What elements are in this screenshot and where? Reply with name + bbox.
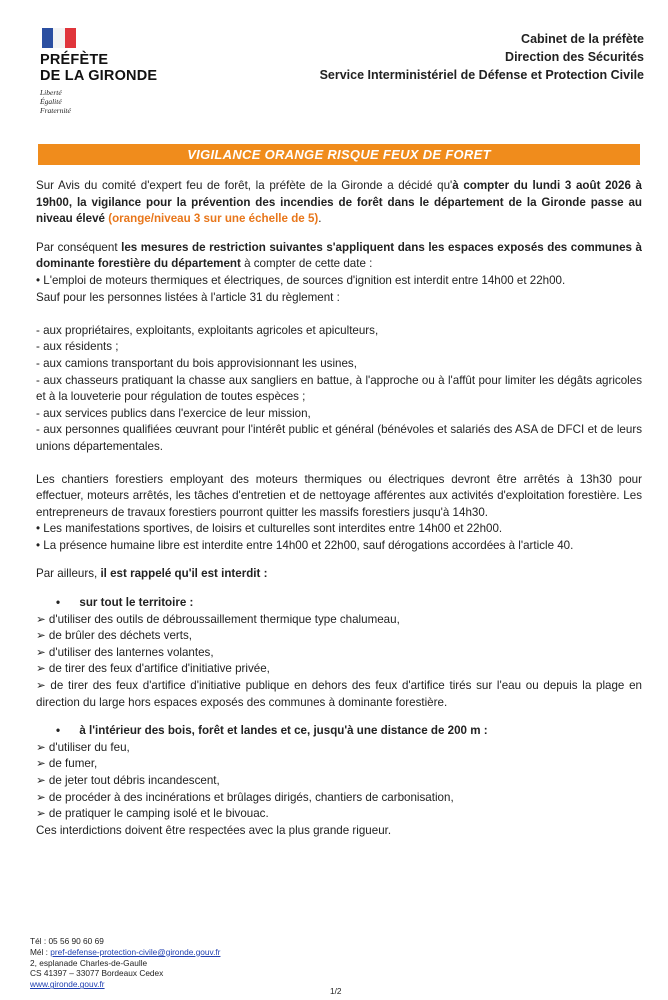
- reminder-paragraph: [36, 566, 642, 583]
- list-item: ➢ d'utiliser du feu,: [36, 740, 130, 754]
- motto: [40, 88, 210, 115]
- page-number: 1/2: [330, 986, 342, 996]
- motto-fraternite: Fraternité: [40, 106, 71, 115]
- footer-website-link[interactable]: www.gironde.gouv.fr: [30, 979, 105, 990]
- list-item: ➢ de tirer des feux d'artifice d'initiative privée,: [36, 662, 270, 676]
- restriction-end: à compter de cette date :: [240, 257, 373, 271]
- list-item: ➢ de pratiquer le camping isolé et le bivouac.: [36, 807, 269, 821]
- office-line-direction: Direction des Sécurités: [505, 50, 644, 64]
- intro-text: Sur Avis du comité d'expert feu de forêt, la préfète de la Gironde a décidé qu': [36, 179, 453, 192]
- territory-heading: • sur tout le territoire :: [56, 596, 194, 610]
- office-header: [320, 30, 644, 84]
- footer-phone: Tél : 05 56 90 60 69: [30, 936, 104, 946]
- restriction-paragraph: [36, 240, 642, 273]
- list-item: ➢ de fumer,: [36, 757, 98, 771]
- reminder-bold: il est rappelé qu'il est interdit :: [100, 567, 268, 581]
- restriction-text: Par conséquent: [36, 240, 122, 254]
- restriction-bold: les mesures de restriction suivantes s'appliquent dans les espaces exposés des communes à dominante forestière du département: [36, 240, 642, 271]
- reminder-text: Par ailleurs,: [36, 567, 101, 581]
- woods-heading: • à l'intérieur des bois, forêt et landes et ce, jusqu'à une distance de 200 m :: [56, 724, 488, 738]
- footer-address-1: 2, esplanade Charles-de-Gaulle: [30, 957, 148, 968]
- prefecture-logo: [40, 28, 210, 115]
- office-line-cabinet: Cabinet de la préfète: [521, 32, 644, 46]
- logo-line-1: PRÉFÈTE: [40, 52, 109, 68]
- list-item: - aux chasseurs pratiquant la chasse aux sangliers en battue, à l'approche ou à l'affût pour limiter les dégâts agricoles et à la louveterie pour régulation de toutes espèces ;: [36, 373, 642, 404]
- territory-list: [36, 612, 642, 712]
- list-item: ➢ de jeter tout débris incandescent,: [36, 774, 220, 787]
- presence-rule: • La présence humaine libre est interdite entre 14h00 et 22h00, sauf dérogations accordées à l'article 40.: [36, 538, 574, 552]
- contact-footer: [30, 936, 220, 990]
- motto-egalite: Égalité: [40, 97, 62, 106]
- spacer: [36, 306, 642, 323]
- events-rule: • Les manifestations sportives, de loisirs et culturelles sont interdites entre 14h00 et 22h00.: [36, 522, 503, 536]
- logo-line-2: DE LA GIRONDE: [40, 68, 158, 84]
- document-body: [36, 178, 642, 839]
- motto-liberte: Liberté: [40, 88, 62, 97]
- intro-bold: à compter du lundi 3 août 2026 à 19h00, la vigilance pour la prévention des incendies de forêt dans le département de la Gironde passe au niveau élevé: [36, 179, 642, 226]
- list-item: - aux camions transportant du bois approvisionnant les usines,: [36, 356, 357, 370]
- footer-email-link[interactable]: pref-defense-protection-civile@gironde.gouv.fr: [50, 946, 221, 957]
- list-item: ➢ de tirer des feux d'artifice d'initiative publique en dehors des feux d'artifice tirés sur l'eau ou depuis la plage en direction du large hors espaces exposés des communes à dominante forestière.: [36, 679, 642, 709]
- closing-sentence: Ces interdictions doivent être respectées avec la plus grande rigueur.: [36, 823, 392, 837]
- list-item: - aux services publics dans l'exercice de leur mission,: [36, 406, 311, 420]
- exceptions-intro: Sauf pour les personnes listées à l'article 31 du règlement :: [36, 290, 340, 304]
- list-item: - aux propriétaires, exploitants, exploitants agricoles et apiculteurs,: [36, 323, 379, 337]
- intro-end: .: [318, 212, 322, 226]
- office-line-service: Service Interministériel de Défense et Protection Civile: [319, 68, 644, 82]
- woods-list: [36, 740, 642, 823]
- exceptions-list: [36, 323, 642, 456]
- footer-mail: [30, 947, 220, 958]
- list-item: ➢ d'utiliser des lanternes volantes,: [36, 645, 214, 659]
- intro-paragraph: [36, 178, 642, 228]
- list-item: ➢ de procéder à des incinérations et brûlages dirigés, chantiers de carbonisation,: [36, 790, 454, 804]
- chantiers-paragraph: Les chantiers forestiers employant des moteurs thermiques ou électriques devront être arrêtés à 13h30 pour effectuer, moteurs arrêtés, les tâches d'entretien et de nettoyage afférentes aux activités d'exploitation forestière. Les entrepreneurs de travaux forestiers pourront quitter les massifs forestiers jusqu'à 14h30.: [36, 472, 642, 519]
- footer-address-2: CS 41397 – 33077 Bordeaux Cedex: [30, 968, 164, 979]
- list-item: ➢ de brûler des déchets verts,: [36, 629, 193, 643]
- vigilance-banner: VIGILANCE ORANGE RISQUE FEUX DE FORET: [38, 144, 640, 165]
- list-item: - aux résidents ;: [36, 340, 119, 354]
- list-item: ➢ d'utiliser des outils de débroussaillement thermique type chalumeau,: [36, 612, 400, 626]
- list-item: - aux personnes qualifiées œuvrant pour l'intérêt public et général (bénévoles et salariés des ASA de DFCI et de leurs unions départementales.: [36, 423, 642, 453]
- engines-rule: • L'emploi de moteurs thermiques et électriques, de sources d'ignition est interdit entre 14h00 et 22h00.: [36, 273, 566, 287]
- footer-mail-label: Mél :: [30, 946, 51, 957]
- logo-title: [40, 52, 210, 84]
- vigilance-level: (orange/niveau 3 sur une échelle de 5): [108, 212, 319, 226]
- french-flag-icon: [42, 28, 76, 48]
